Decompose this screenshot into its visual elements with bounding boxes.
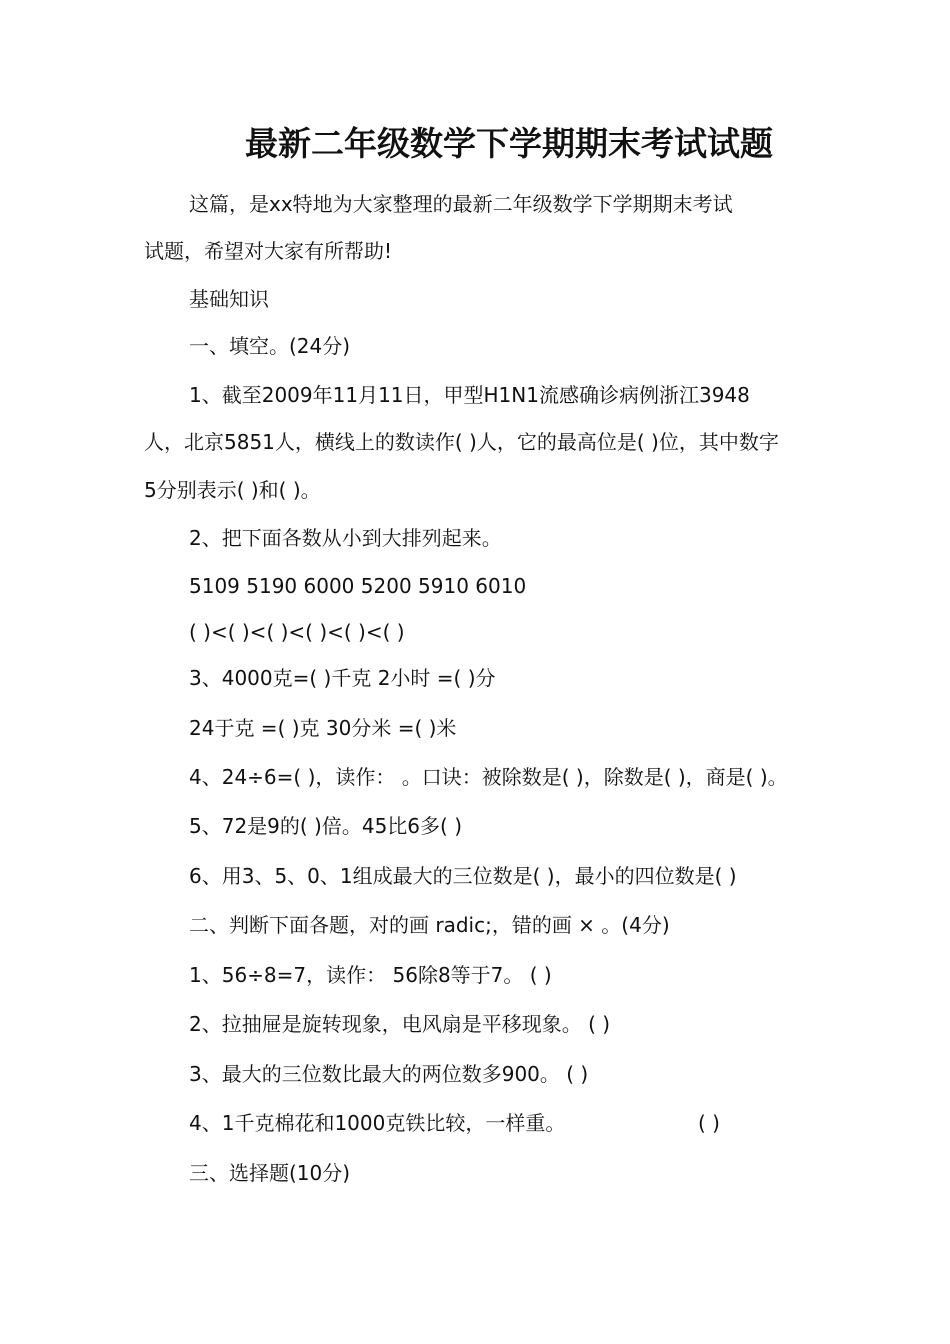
question-3-line-1: 3、4000克=( )千克 2小时 =( )分: [189, 666, 496, 690]
question-2: 2、把下面各数从小到大排列起来。: [189, 526, 502, 550]
judge-4: 4、1千克棉花和1000克铁比较，一样重。: [189, 1111, 566, 1135]
judge-1: 1、56÷8=7，读作： 56除8等于7。 ( ): [189, 963, 552, 987]
part-two-heading: 二、判断下面各题，对的画 radic;，错的画 × 。(4分): [189, 913, 670, 937]
question-6: 6、用3、5、0、1组成最大的三位数是( )，最小的四位数是( ): [189, 864, 737, 888]
part-three-heading: 三、选择题(10分): [189, 1161, 351, 1185]
question-5: 5、72是9的( )倍。45比6多( ): [189, 814, 462, 838]
question-3-line-2: 24于克 =( )克 30分米 =( )米: [189, 716, 457, 740]
question-1-line-2: 人，北京5851人，横线上的数读作( )人，它的最高位是( )位，其中数字: [144, 430, 779, 454]
question-4: 4、24÷6=( )，读作： 。口诀：被除数是( )，除数是( )，商是( )。: [189, 765, 788, 789]
question-2-blanks: ( )<( )<( )<( )<( )<( ): [189, 620, 405, 644]
question-2-numbers: 5109 5190 6000 5200 5910 6010: [189, 574, 527, 598]
question-1-line-3: 5分别表示( )和( )。: [144, 478, 321, 502]
question-1-line-1: 1、截至2009年11月11日，甲型H1N1流感确诊病例浙江3948: [189, 383, 750, 407]
judge-3: 3、最大的三位数比最大的两位数多900。 ( ): [189, 1062, 589, 1086]
intro-line-2: 试题，希望对大家有所帮助!: [144, 239, 393, 263]
judge-4-blank: ( ): [698, 1111, 720, 1135]
part-one-heading: 一、填空。(24分): [189, 334, 351, 358]
judge-2: 2、拉抽屉是旋转现象，电风扇是平移现象。 ( ): [189, 1012, 611, 1036]
intro-line-1: 这篇，是xx特地为大家整理的最新二年级数学下学期期末考试: [189, 192, 733, 216]
page-title: 最新二年级数学下学期期末考试试题: [245, 124, 773, 163]
section-heading: 基础知识: [189, 287, 269, 311]
